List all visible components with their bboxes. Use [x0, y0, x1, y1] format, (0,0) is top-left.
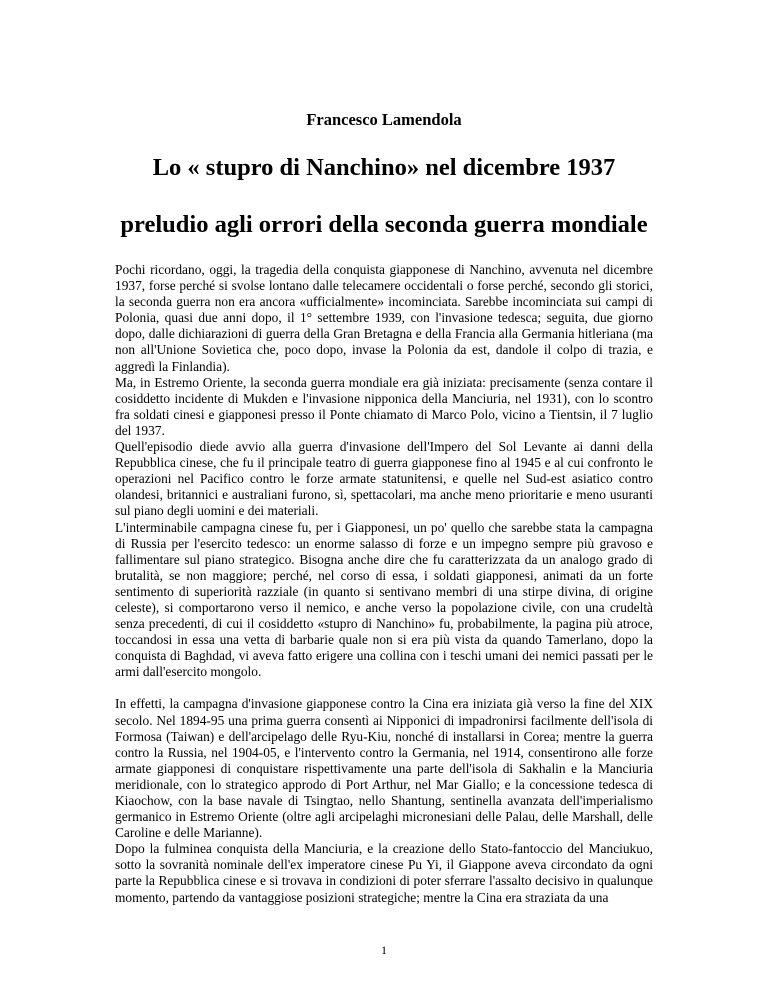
- paragraph: Dopo la fulminea conquista della Manciuria, e la creazione dello Stato-fantoccio del Manciukuo, sotto la sovranità nominale dell'ex imperatore cinese Pu Yi, il Giappone aveva circondato da ogni parte la Repubblica cinese e si trovava in condizioni di poter sferrare l'assalto decisivo in qualunque momento, partendo da vantaggiose posizioni strategiche; mentre la Cina era straziata da una: [115, 841, 653, 905]
- document-subtitle: preludio agli orrori della seconda guerra mondiale: [120, 211, 648, 238]
- paragraph: Quell'episodio diede avvio alla guerra d'invasione dell'Impero del Sol Levante ai danni della Repubblica cinese, che fu il principale teatro di guerra giapponese fino al 1945 e al cui confronto le operazioni nel Pacifico contro le forze armate statunitensi, e quelle nel Sud-est asiatico contro olandesi, britannici e australiani furono, sì, spettacolari, ma anche meno prioritarie e meno usuranti sul piano degli uomini e dei materiali.: [115, 439, 653, 519]
- body-text: [115, 262, 653, 906]
- paragraph: In effetti, la campagna d'invasione giapponese contro la Cina era iniziata già verso la fine del XIX secolo. Nel 1894-95 una prima guerra consentì ai Nipponici di impadronirsi facilmente dell'isola di Formosa (Taiwan) e dell'arcipelago delle Ryu-Kiu, nonché di installarsi in Corea; mentre la guerra contro la Russia, nel 1904-05, e l'intervento contro la Germania, nel 1914, consentirono alle forze armate giapponesi di conquistare rispettivamente una parte dell'isola di Sakhalin e la Manciuria meridionale, con lo strategico approdo di Port Arthur, nel Mar Giallo; e la concessione tedesca di Kiaochow, con la base navale di Tsingtao, nello Shantung, sentinella avanzata dell'imperialismo germanico in Estremo Oriente (oltre agli arcipelaghi micronesiani delle Palau, delle Marshall, delle Caroline e delle Marianne).: [115, 696, 653, 841]
- paragraph: Pochi ricordano, oggi, la tragedia della conquista giapponese di Nanchino, avvenuta nel dicembre 1937, forse perché si svolse lontano dalle telecamere occidentali o forse perché, secondo gli storici, la seconda guerra non era ancora «ufficialmente» incominciata. Sarebbe incominciata sui campi di Polonia, quasi due anni dopo, il 1° settembre 1939, con l'invasione tedesca; seguita, due giorno dopo, dalle dichiarazioni di guerra della Gran Bretagna e della Francia alla Germania hitleriana (ma non all'Unione Sovietica che, poco dopo, invase la Polonia da est, dandole il colpo di trazia, e aggredì la Finlandia).: [115, 262, 653, 374]
- page-number: 1: [381, 943, 387, 957]
- paragraph: Ma, in Estremo Oriente, la seconda guerra mondiale era già iniziata: precisamente (senza contare il cosiddetto incidente di Mukden e l'invasione nipponica della Manciuria, nel 1931), con lo scontro fra soldati cinesi e giapponesi presso il Ponte chiamato di Marco Polo, vicino a Tientsin, il 7 luglio del 1937.: [115, 374, 653, 438]
- paragraph: L'interminabile campagna cinese fu, per i Giapponesi, un po' quello che sarebbe stata la campagna di Russia per l'esercito tedesco: un enorme salasso di forze e un impegno sempre più gravoso e fallimentare sul piano strategico. Bisogna anche dire che fu caratterizzata da un analogo grado di brutalità, se non maggiore; perché, nel corso di essa, i soldati giapponesi, animati da un forte sentimento di superiorità razziale (in quanto si sentivano membri di una stirpe divina, di origine celeste), si comportarono verso il nemico, e anche verso la popolazione civile, con una crudeltà senza precedenti, di cui il cosiddetto «stupro di Nanchino» fu, probabilmente, la pagina più atroce, toccandosi in essa una vetta di barbarie quale non si era più vista da quando Tamerlano, dopo la conquista di Baghdad, vi aveva fatto erigere una collina con i teschi umani dei nemici passati per le armi dall'esercito mongolo.: [115, 519, 653, 680]
- author-name: Francesco Lamendola: [306, 110, 462, 129]
- document-title: Lo « stupro di Nanchino» nel dicembre 1937: [152, 154, 616, 181]
